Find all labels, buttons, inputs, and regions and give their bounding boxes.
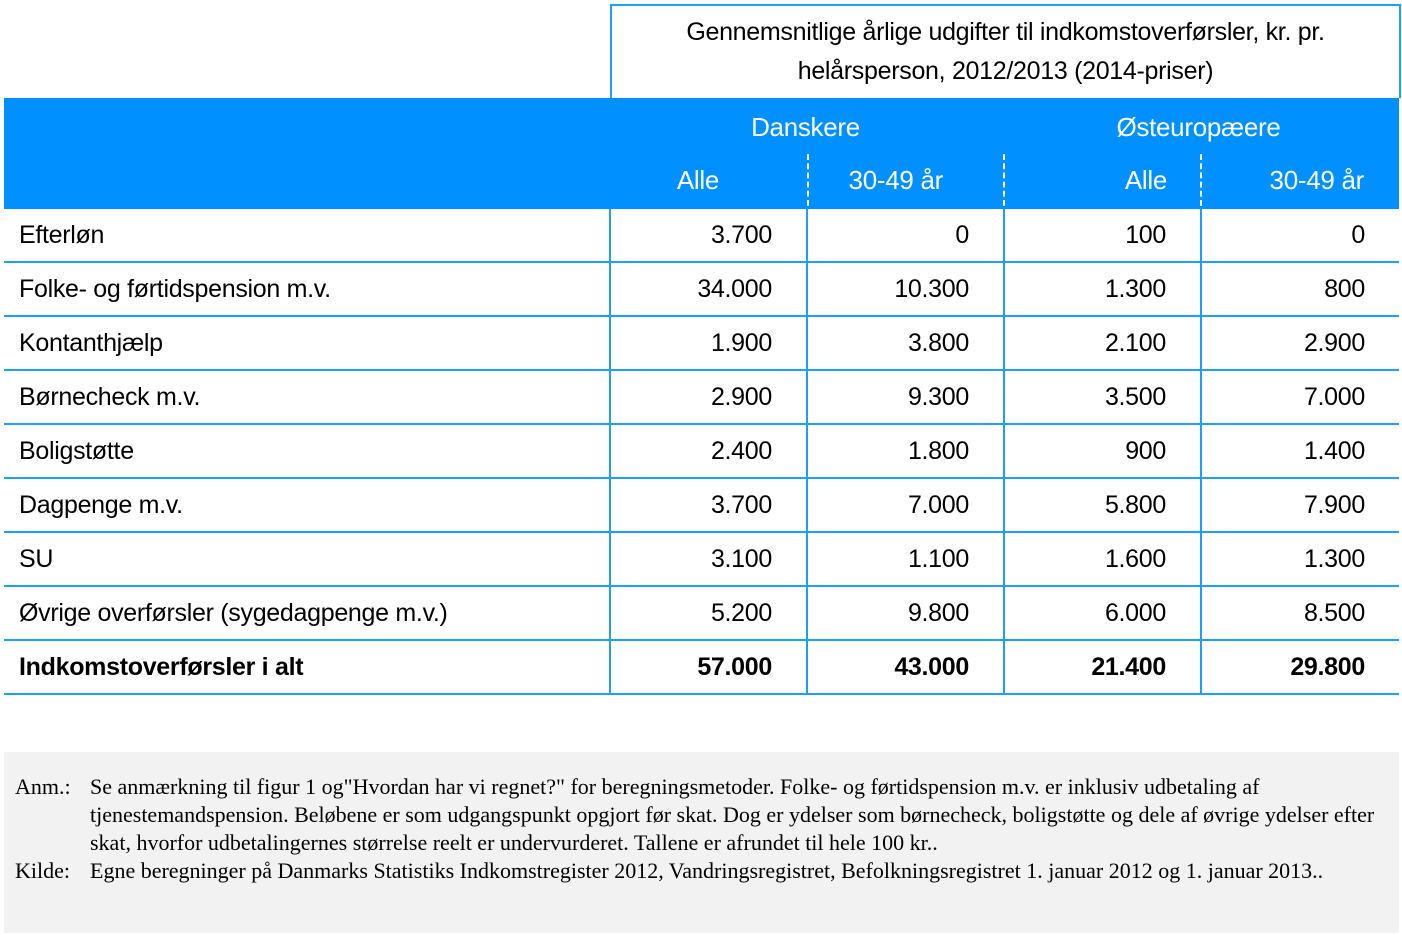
cell-danskere-30-49: 3.800 bbox=[807, 316, 1004, 370]
cell-osteuropaere-30-49: 0 bbox=[1201, 209, 1399, 262]
note-anm-text: Se anmærkning til figur 1 og"Hvordan har vi regnet?" for beregningsmetoder. Folke- og førtidspension m.v. er inklusiv udbetaling af tjenestemandspension. Beløbene er som udgangspunkt opgjort før skat. Dog er ydelser som børnecheck, boligstøtte og dele af øvrige ydelser efter skat, hvorfor udbetalingernes størrelse reelt er undervurderet. Tallene er afrundet til hele 100 kr.. bbox=[90, 774, 1375, 855]
cell-danskere-alle: 3.700 bbox=[610, 209, 807, 262]
cell-osteuropaere-alle: 21.400 bbox=[1004, 640, 1201, 694]
cell-osteuropaere-30-49: 1.300 bbox=[1201, 532, 1399, 586]
cell-osteuropaere-alle: 2.100 bbox=[1004, 316, 1201, 370]
notes-box bbox=[4, 752, 1399, 933]
cell-danskere-alle: 1.900 bbox=[610, 316, 807, 370]
cell-osteuropaere-30-49: 7.900 bbox=[1201, 478, 1399, 532]
row-label: Indkomstoverførsler i alt bbox=[4, 640, 610, 694]
cell-danskere-alle: 3.700 bbox=[610, 478, 807, 532]
cell-osteuropaere-alle: 3.500 bbox=[1004, 370, 1201, 424]
note-kilde-label: Kilde: bbox=[15, 858, 70, 883]
cell-osteuropaere-30-49: 29.800 bbox=[1201, 640, 1399, 694]
table-row bbox=[4, 316, 1399, 370]
cell-osteuropaere-alle: 6.000 bbox=[1004, 586, 1201, 640]
cell-danskere-30-49: 9.300 bbox=[807, 370, 1004, 424]
table-row bbox=[4, 478, 1399, 532]
cell-osteuropaere-30-49: 1.400 bbox=[1201, 424, 1399, 478]
table-row-total bbox=[4, 640, 1399, 694]
cell-danskere-30-49: 43.000 bbox=[807, 640, 1004, 694]
subheader-danskere-alle: Alle bbox=[676, 165, 719, 195]
row-label: Øvrige overførsler (sygedagpenge m.v.) bbox=[4, 586, 610, 640]
note-kilde bbox=[15, 857, 1391, 885]
row-label: Boligstøtte bbox=[4, 424, 610, 478]
cell-osteuropaere-30-49: 8.500 bbox=[1201, 586, 1399, 640]
table-row bbox=[4, 586, 1399, 640]
table-row bbox=[4, 262, 1399, 316]
group-header-osteuropaere: Østeuropæere bbox=[1116, 112, 1281, 142]
cell-danskere-alle: 57.000 bbox=[610, 640, 807, 694]
cell-danskere-alle: 34.000 bbox=[610, 262, 807, 316]
subheader-osteuropaere-alle: Alle bbox=[1124, 165, 1167, 195]
cell-danskere-30-49: 1.100 bbox=[807, 532, 1004, 586]
row-label: SU bbox=[4, 532, 610, 586]
table-row bbox=[4, 424, 1399, 478]
cell-danskere-30-49: 0 bbox=[807, 209, 1004, 262]
cell-danskere-alle: 2.400 bbox=[610, 424, 807, 478]
note-anm bbox=[15, 773, 1391, 857]
cell-danskere-30-49: 10.300 bbox=[807, 262, 1004, 316]
cell-osteuropaere-alle: 1.300 bbox=[1004, 262, 1201, 316]
subheader-danskere-30-49: 30-49 år bbox=[848, 165, 943, 195]
cell-danskere-alle: 5.200 bbox=[610, 586, 807, 640]
cell-osteuropaere-alle: 1.600 bbox=[1004, 532, 1201, 586]
column-header-band bbox=[4, 98, 1399, 209]
table-row bbox=[4, 532, 1399, 586]
table-title-box bbox=[610, 4, 1401, 98]
note-kilde-text: Egne beregninger på Danmarks Statistiks Indkomstregister 2012, Vandringsregistret, Befolkningsregistret 1. januar 2012 og 1. januar 2013.. bbox=[90, 858, 1324, 883]
cell-osteuropaere-alle: 900 bbox=[1004, 424, 1201, 478]
row-label: Efterløn bbox=[4, 209, 610, 262]
table-row bbox=[4, 370, 1399, 424]
table-title: Gennemsnitlige årlige udgifter til indkomstoverførsler, kr. pr. helårsperson, 2012/2013 (2014-priser) bbox=[686, 18, 1325, 85]
group-header-danskere: Danskere bbox=[751, 112, 860, 142]
cell-danskere-alle: 3.100 bbox=[610, 532, 807, 586]
subheader-osteuropaere-30-49: 30-49 år bbox=[1269, 165, 1364, 195]
cell-osteuropaere-30-49: 7.000 bbox=[1201, 370, 1399, 424]
cell-osteuropaere-30-49: 800 bbox=[1201, 262, 1399, 316]
row-label: Folke- og førtidspension m.v. bbox=[4, 262, 610, 316]
cell-osteuropaere-30-49: 2.900 bbox=[1201, 316, 1399, 370]
cell-danskere-30-49: 9.800 bbox=[807, 586, 1004, 640]
table-row bbox=[4, 209, 1399, 262]
cell-danskere-alle: 2.900 bbox=[610, 370, 807, 424]
cell-danskere-30-49: 7.000 bbox=[807, 478, 1004, 532]
row-label: Børnecheck m.v. bbox=[4, 370, 610, 424]
row-label: Kontanthjælp bbox=[4, 316, 610, 370]
cell-osteuropaere-alle: 5.800 bbox=[1004, 478, 1201, 532]
cell-danskere-30-49: 1.800 bbox=[807, 424, 1004, 478]
cell-osteuropaere-alle: 100 bbox=[1004, 209, 1201, 262]
note-anm-label: Anm.: bbox=[15, 774, 71, 799]
data-table bbox=[4, 209, 1399, 695]
row-label: Dagpenge m.v. bbox=[4, 478, 610, 532]
